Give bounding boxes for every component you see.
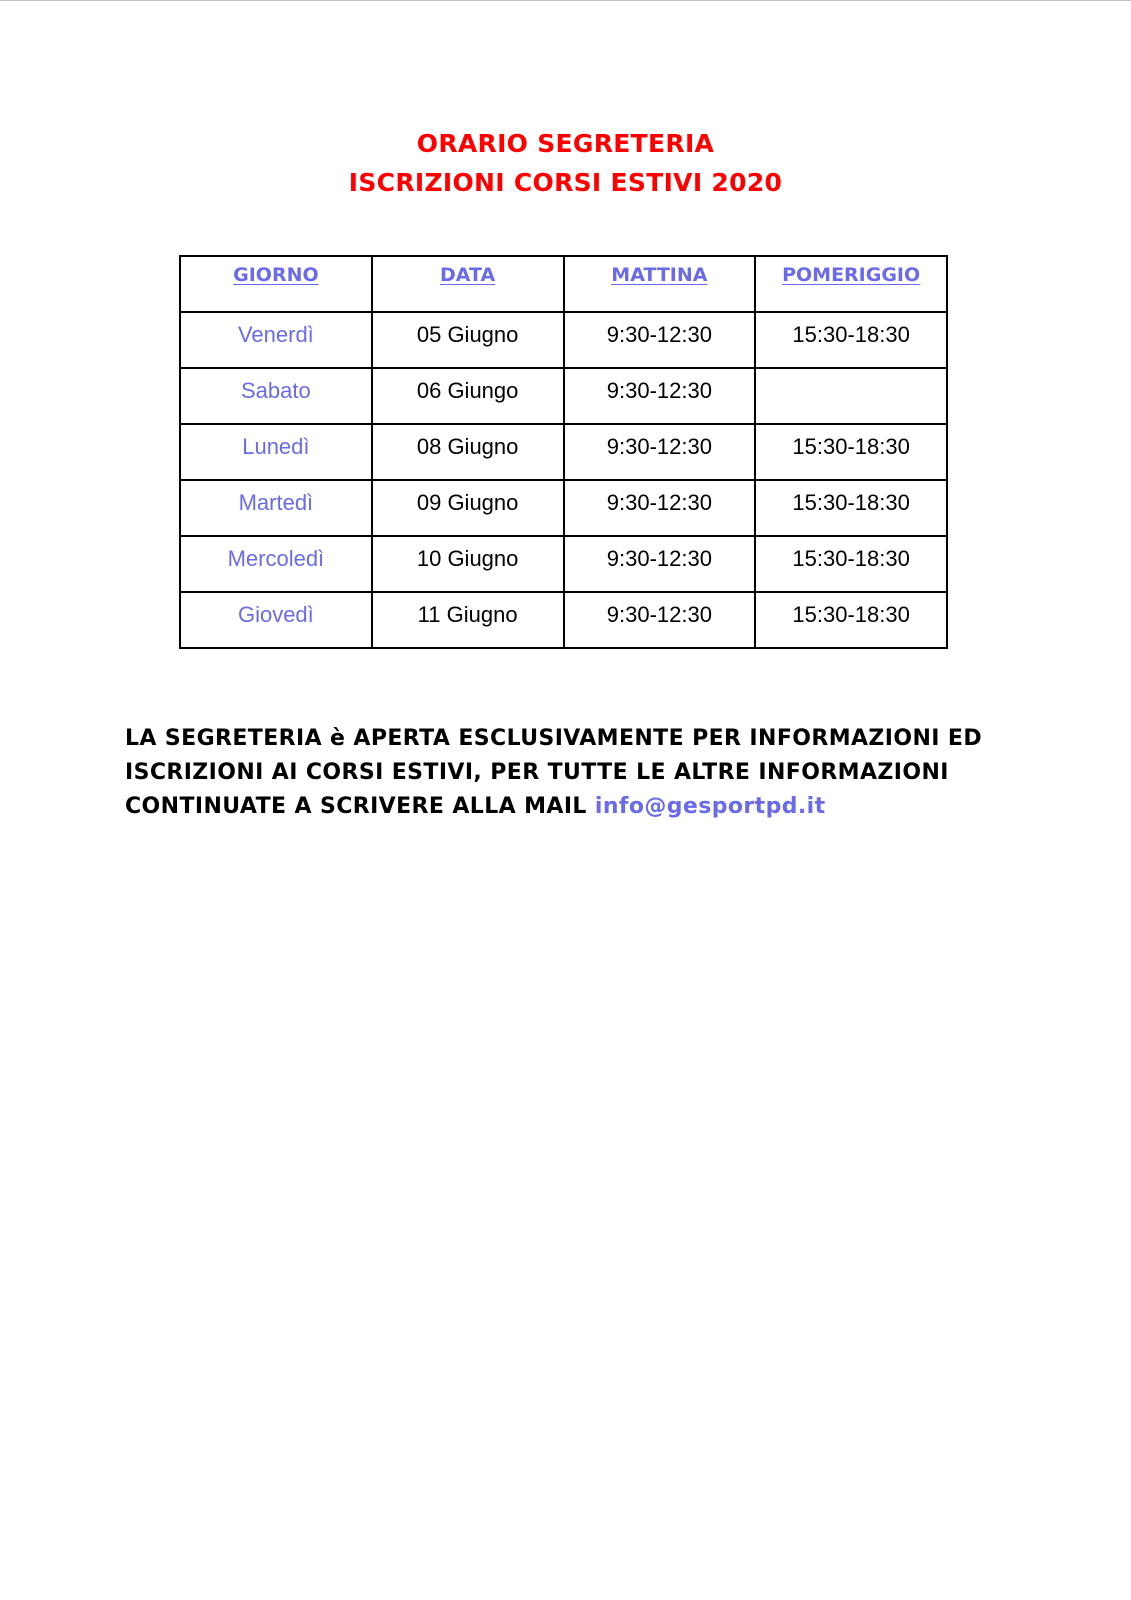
- table-row: [180, 424, 947, 480]
- notice-line-3: [125, 790, 1025, 824]
- header-label-data: DATA: [440, 264, 496, 286]
- day-cell: Mercoledì: [180, 536, 372, 592]
- notice-line-2: ISCRIZIONI AI CORSI ESTIVI, PER TUTTE LE ALTRE INFORMAZIONI: [125, 760, 949, 785]
- header-label-giorno: GIORNO: [233, 264, 319, 286]
- notice-line-1: LA SEGRETERIA è APERTA ESCLUSIVAMENTE PER INFORMAZIONI ED: [125, 726, 983, 751]
- morning-hours-cell: 9:30-12:30: [564, 312, 756, 368]
- day-cell: Venerdì: [180, 312, 372, 368]
- date-cell: 06 Giungo: [372, 368, 564, 424]
- morning-hours-cell: 9:30-12:30: [564, 592, 756, 648]
- notice-line-3-text: CONTINUATE A SCRIVERE ALLA MAIL: [125, 794, 587, 819]
- date-cell: 08 Giugno: [372, 424, 564, 480]
- day-cell: Martedì: [180, 480, 372, 536]
- email-link[interactable]: info@gesportpd.it: [594, 794, 826, 819]
- date-cell: 11 Giugno: [372, 592, 564, 648]
- afternoon-hours-cell: 15:30-18:30: [755, 312, 947, 368]
- schedule-table: [179, 255, 948, 649]
- morning-hours-cell: 9:30-12:30: [564, 368, 756, 424]
- morning-hours-cell: 9:30-12:30: [564, 480, 756, 536]
- header-cell-data: [372, 256, 564, 312]
- table-row: [180, 368, 947, 424]
- morning-hours-cell: 9:30-12:30: [564, 424, 756, 480]
- notice-paragraph: [125, 722, 1025, 824]
- afternoon-hours-cell: 15:30-18:30: [755, 536, 947, 592]
- header-label-mattina: MATTINA: [611, 264, 708, 286]
- table-row: [180, 312, 947, 368]
- afternoon-hours-cell: 15:30-18:30: [755, 480, 947, 536]
- afternoon-hours-cell: 15:30-18:30: [755, 424, 947, 480]
- table-row: [180, 480, 947, 536]
- date-cell: 10 Giugno: [372, 536, 564, 592]
- table-header-row: [180, 256, 947, 312]
- title-line-1: ORARIO SEGRETERIA: [416, 129, 715, 158]
- afternoon-hours-cell: 15:30-18:30: [755, 592, 947, 648]
- morning-hours-cell: 9:30-12:30: [564, 536, 756, 592]
- day-cell: Giovedì: [180, 592, 372, 648]
- day-cell: Lunedì: [180, 424, 372, 480]
- table-row: [180, 592, 947, 648]
- afternoon-hours-cell: [755, 368, 947, 424]
- header-cell-mattina: [564, 256, 756, 312]
- header-cell-pomeriggio: [755, 256, 947, 312]
- page-title: [0, 124, 1131, 202]
- table-row: [180, 536, 947, 592]
- day-cell: Sabato: [180, 368, 372, 424]
- header-label-pomeriggio: POMERIGGIO: [782, 264, 921, 286]
- title-line-2: ISCRIZIONI CORSI ESTIVI 2020: [348, 168, 783, 197]
- date-cell: 09 Giugno: [372, 480, 564, 536]
- page-top-border: [0, 0, 1131, 1]
- header-cell-giorno: [180, 256, 372, 312]
- date-cell: 05 Giugno: [372, 312, 564, 368]
